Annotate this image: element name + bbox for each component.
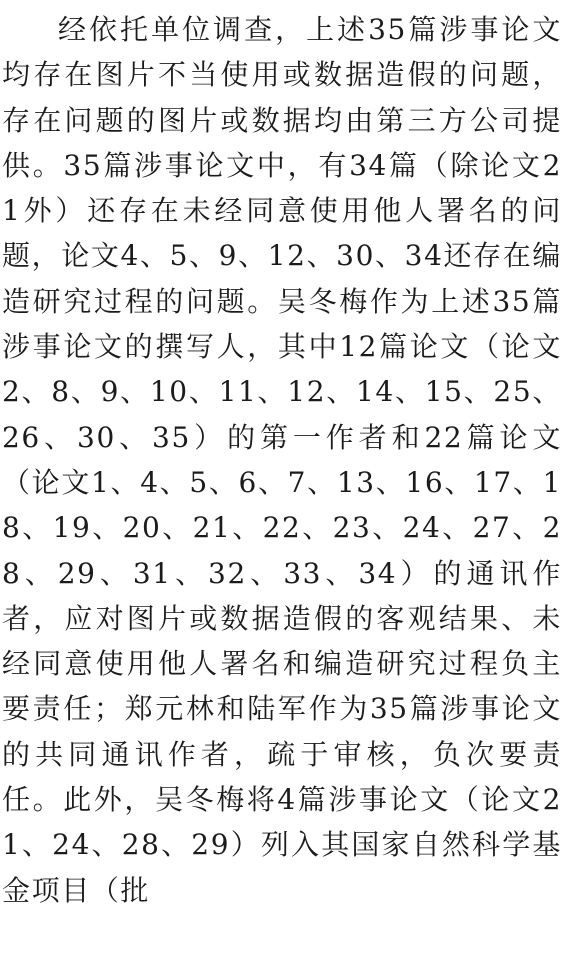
body-paragraph: 经依托单位调查，上述35篇涉事论文均存在图片不当使用或数据造假的问题，存在问题的图片或数据均由第三方公司提供。35篇涉事论文中，有34篇（除论文21外）还存在未经同意使用他人署名的问题，论文4、5、9、12、30、34还存在编造研究过程的问题。吴冬梅作为上述35篇涉事论文的撰写人，其中12篇论文（论文2、8、9、10、11、12、14、15、25、26、30、35）的第一作者和22篇论文（论文1、4、5、6、7、13、16、17、18、19、20、21、22、23、24、27、28、29、31、32、33、34）的通讯作者，应对图片或数据造假的客观结果、未经同意使用他人署名和编造研究过程负主要责任；郑元林和陆军作为35篇涉事论文的共同通讯作者，疏于审核，负次要责任。此外，吴冬梅将4篇涉事论文（论文21、24、28、29）列入其国家自然科学基金项目（批 xyxy=(2,13,562,907)
